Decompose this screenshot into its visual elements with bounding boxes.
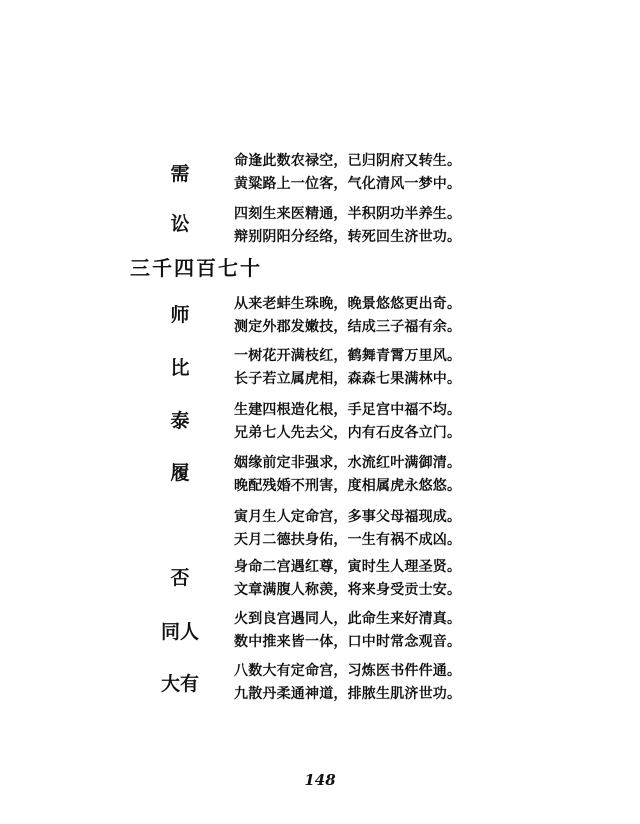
hexagram-name: 需 <box>170 163 190 185</box>
verse-line: 九散丹柔通神道，排脓生肌济世功。 <box>234 686 462 702</box>
verse-line: 数中推来皆一体，口中时常念观音。 <box>234 634 462 650</box>
hexagram-name: 泰 <box>170 410 190 432</box>
verse-line: 姻缘前定非强求，水流红叶满御清。 <box>234 455 462 471</box>
verse <box>234 452 461 498</box>
verse-line: 八数大有定命宫，习炼医书件件通。 <box>234 663 462 679</box>
hexagram-name: 比 <box>170 357 190 379</box>
verse-line: 一树花开满枝红，鹤舞青霄万里风。 <box>234 348 462 364</box>
verse-line: 长子若立属虎相，森森七果满林中。 <box>234 371 462 387</box>
section-heading: 三千四百七十 <box>130 256 262 280</box>
verse <box>234 399 461 445</box>
verse <box>234 203 461 249</box>
page-number: 148 <box>304 771 336 789</box>
verse-line: 四刻生来医精通，半积阴功半养生。 <box>234 206 462 222</box>
verse <box>234 293 461 339</box>
verse-line: 晚配残婚不刑害，度相属虎永悠悠。 <box>234 478 462 494</box>
verse <box>234 608 461 654</box>
verse-line: 文章满腹人称羡，将来身受贡士安。 <box>234 582 462 598</box>
hexagram-name: 否 <box>170 567 190 589</box>
verse-line: 命逢此数农禄空，已归阴府又转生。 <box>234 153 462 169</box>
hexagram-name: 履 <box>170 462 190 484</box>
verse <box>234 660 461 706</box>
verse-line: 身命二宫遇红尊，寅时生人理圣贤。 <box>234 559 462 575</box>
verse-line: 辩别阴阳分经络，转死回生济世功。 <box>234 229 462 245</box>
verse-line: 天月二德扶身佑，一生有祸不成凶。 <box>234 532 462 548</box>
verse-line: 测定外郡发嫩技，结成三子福有余。 <box>234 319 462 335</box>
verse-line: 从来老蚌生珠晚，晚景悠悠更出奇。 <box>234 296 462 312</box>
verse <box>234 150 461 196</box>
verse <box>234 345 461 391</box>
hexagram-name: 大有 <box>160 673 199 695</box>
verse-line: 火到良宫遇同人，此命生来好清真。 <box>234 611 462 627</box>
verse <box>234 556 461 602</box>
verse <box>234 506 461 552</box>
hexagram-name: 讼 <box>170 213 190 235</box>
verse-line: 生建四根造化根，手足宫中福不均。 <box>234 402 462 418</box>
verse-line: 兄弟七人先去父，内有石皮各立门。 <box>234 425 462 441</box>
hexagram-name: 同人 <box>160 621 199 643</box>
verse-line: 寅月生人定命宫，多事父母福现成。 <box>234 509 462 525</box>
verse-line: 黄粱路上一位客，气化清风一梦中。 <box>234 176 462 192</box>
hexagram-name: 师 <box>170 304 190 326</box>
